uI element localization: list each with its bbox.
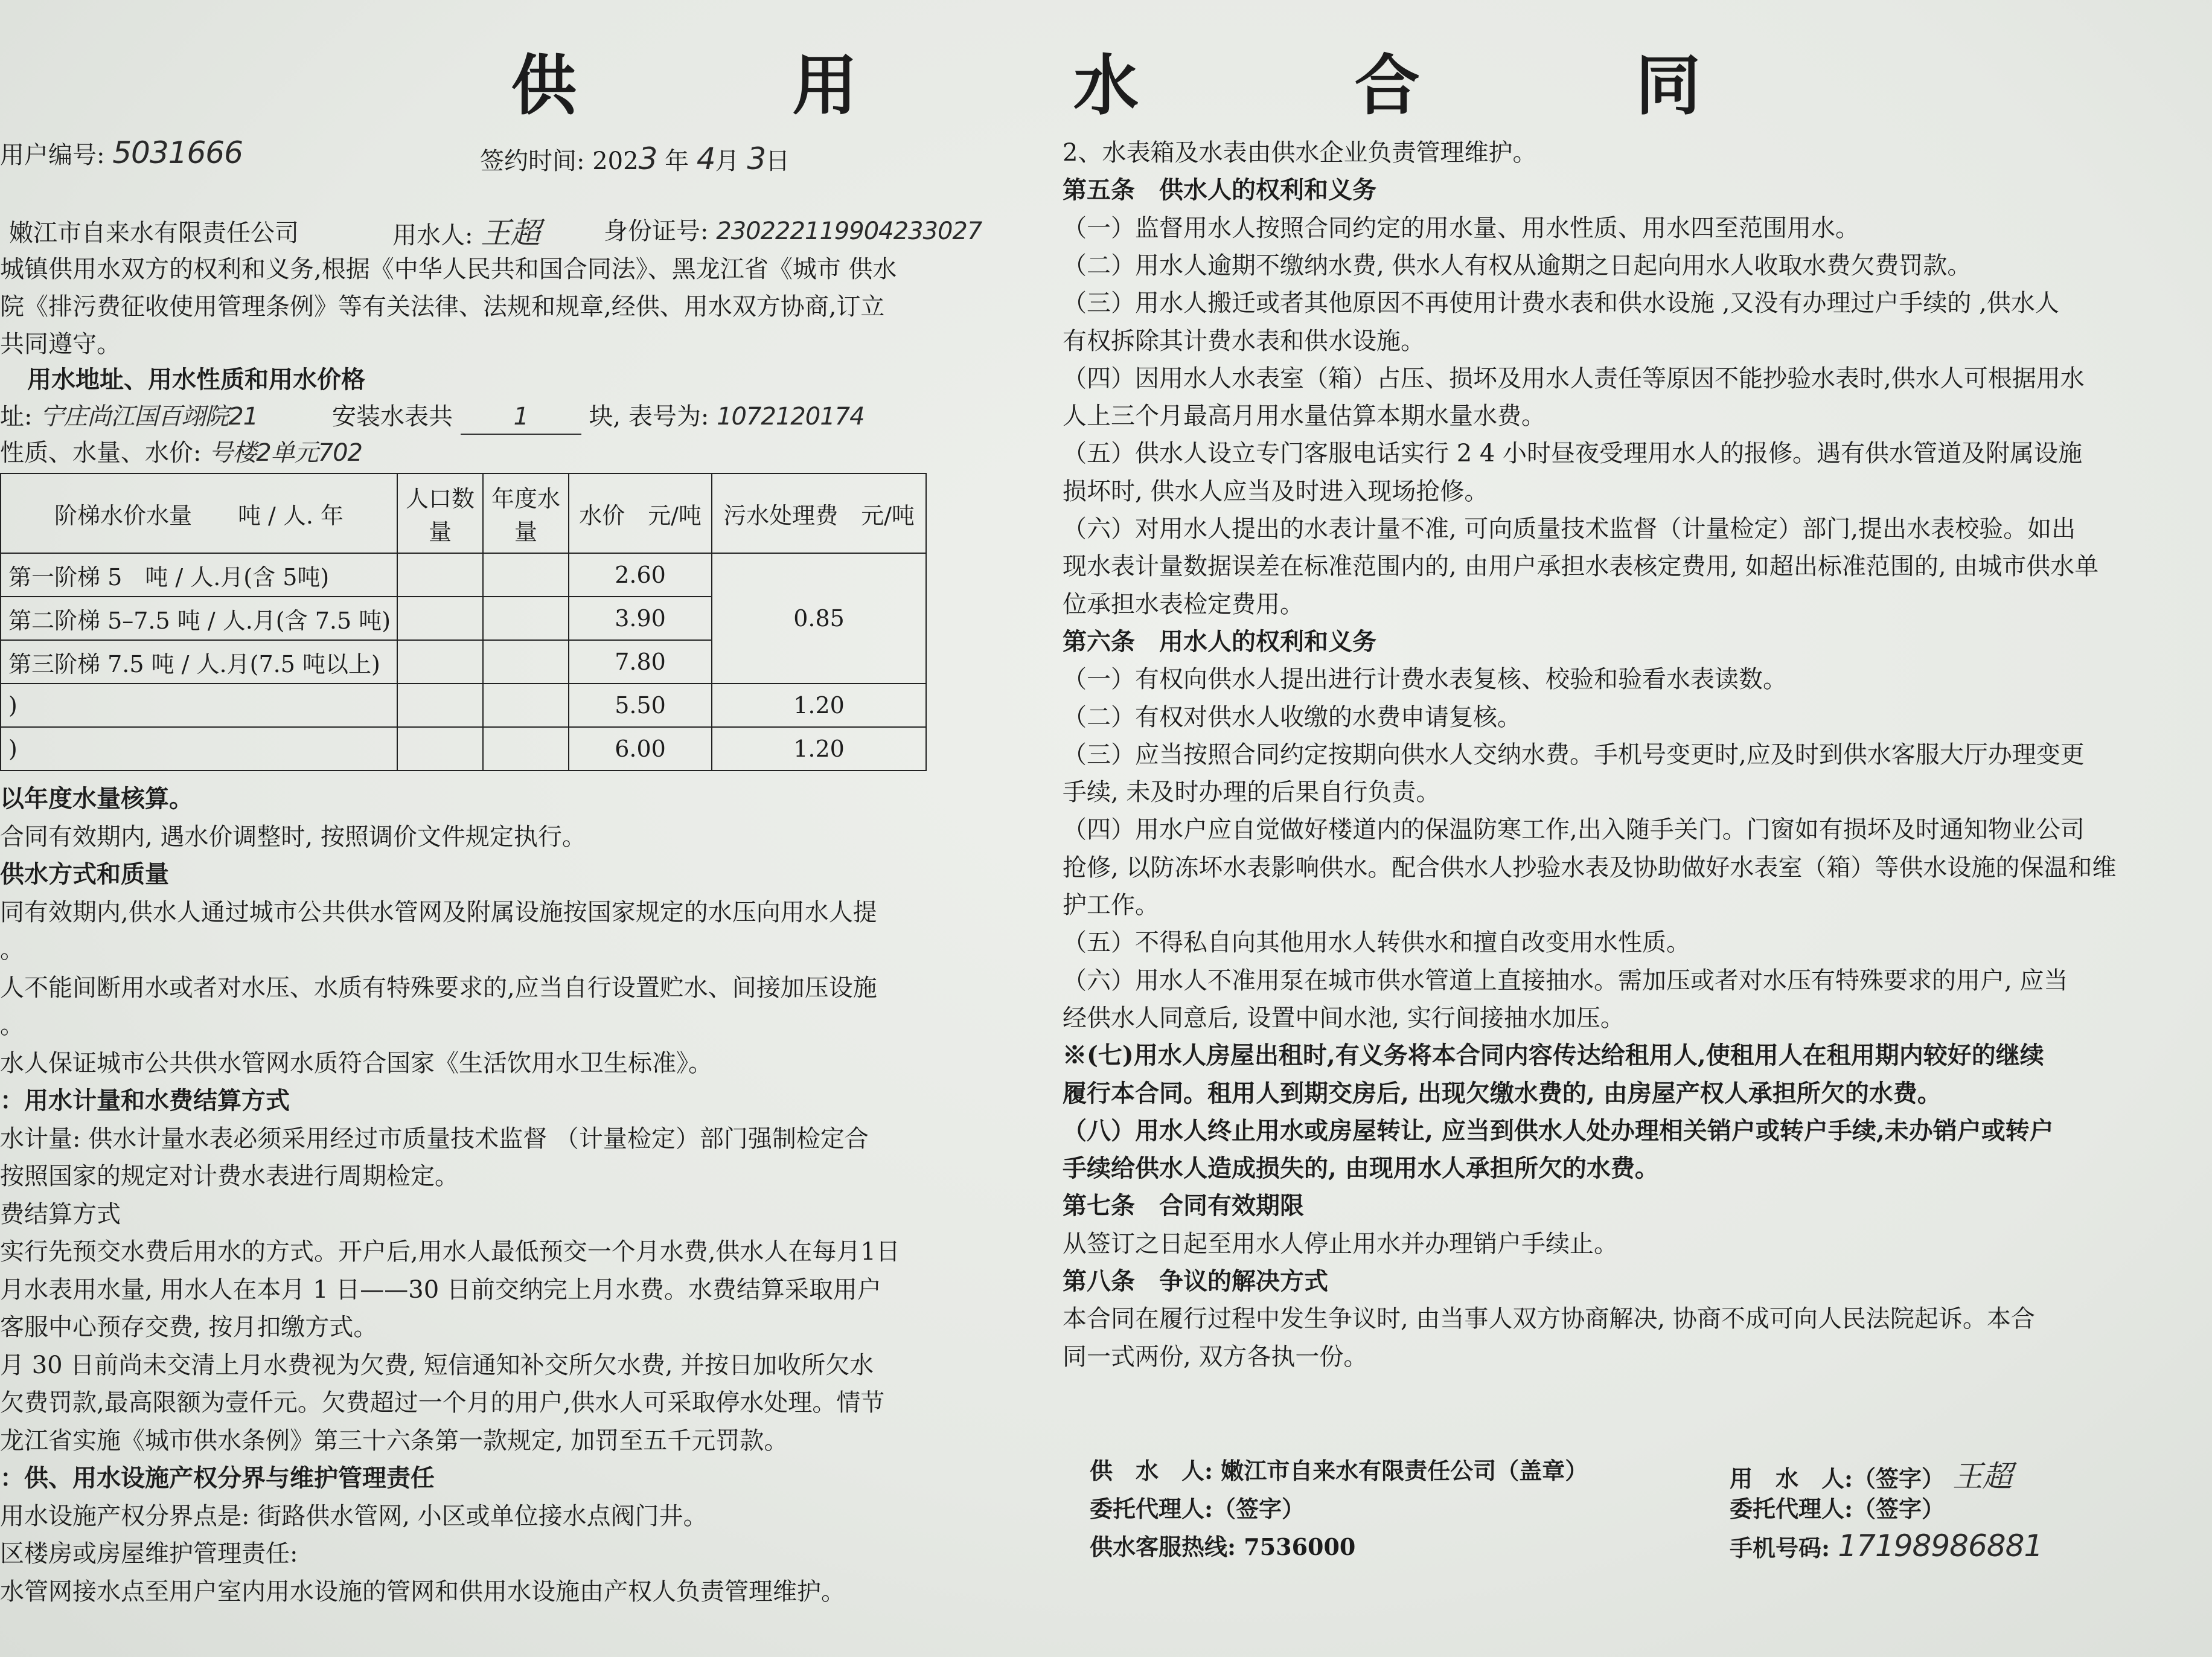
left-clause-line: 同有效期内,供水人通过城市公共供水管网及附属设施按国家规定的水压向用水人提 bbox=[0, 898, 877, 926]
id-label: 身份证号: bbox=[604, 217, 709, 245]
population-cell bbox=[397, 640, 483, 684]
left-clause-line: 按照国家的规定对计费水表进行周期检定。 bbox=[0, 1162, 459, 1190]
sign-year: 3 bbox=[638, 141, 657, 176]
day-unit: 日 bbox=[766, 147, 790, 175]
right-clause-line: （五）不得私自向其他用水人转供水和擅自改变用水性质。 bbox=[1063, 929, 1690, 957]
right-clause-line: 经供水人同意后, 设置中间水池, 实行间接抽水加压。 bbox=[1063, 1004, 1625, 1032]
right-clause-line: （二）用水人逾期不缴纳水费, 供水人有权从逾期之日起向用水人收取水费欠费罚款。 bbox=[1063, 251, 1972, 280]
header-annual-volume: 年度水量 bbox=[483, 473, 569, 553]
right-clause-line: 损坏时, 供水人应当及时进入现场抢修。 bbox=[1063, 477, 1489, 505]
intro-line-1: 城镇供用水双方的权利和义务,根据《中华人民共和国合同法》、黑龙江省《城市 供水 bbox=[0, 255, 897, 283]
right-clause-line: （三）用水人搬迁或者其他原因不再使用计费水表和供水设施 ,又没有办理过户手续的 ,供水人 bbox=[1063, 289, 2059, 318]
hotline-line: 供水客服热线: 7536000 bbox=[1090, 1533, 1356, 1560]
right-clause-line: 第八条 争议的解决方式 bbox=[1063, 1267, 1328, 1295]
meter-label: 安装水表共 bbox=[332, 403, 453, 431]
intro-line-2: 院《排污费征收使用管理条例》等有关法律、法规和规章,经供、用水双方协商,订立 bbox=[0, 293, 885, 321]
id-number: 230222119904233027 bbox=[716, 217, 982, 245]
nature-label: 性质、水量、水价: bbox=[0, 439, 202, 467]
meter-unit: 块, 表号为: bbox=[589, 403, 709, 431]
left-clause-line: 费结算方式 bbox=[0, 1200, 121, 1228]
sewage-cell: 1.20 bbox=[712, 727, 926, 771]
price-cell: 2.60 bbox=[569, 553, 712, 597]
meter-number: 1072120174 bbox=[717, 403, 865, 431]
right-clause-line: 有权拆除其计费水表和供水设施。 bbox=[1063, 327, 1425, 355]
sign-date-label: 签约时间: 202 bbox=[480, 147, 639, 175]
right-clause-line: 人上三个月最高月用水量估算本期水量水费。 bbox=[1063, 402, 1546, 431]
volume-cell bbox=[483, 727, 569, 771]
sign-day: 3 bbox=[747, 141, 766, 176]
right-clause-line: （二）有权对供水人收缴的水费申请复核。 bbox=[1063, 703, 1521, 731]
phone-label: 手机号码: bbox=[1730, 1534, 1830, 1562]
left-clause-line: 龙江省实施《城市供水条例》第三十六条第一款规定, 加罚至五千元罚款。 bbox=[0, 1426, 788, 1455]
account-number: 5031666 bbox=[112, 135, 243, 170]
left-clause-line: 水计量: 供水计量水表必须采用经过市质量技术监督 （计量检定）部门强制检定合 bbox=[0, 1124, 869, 1153]
account-label: 用户编号: bbox=[0, 141, 105, 169]
right-clause-line: （一）监督用水人按照合同约定的用水量、用水性质、用水四至范围用水。 bbox=[1063, 214, 1859, 242]
supplier-name: 嫩江市自来水有限责任公司 bbox=[9, 219, 299, 247]
year-unit: 年 bbox=[665, 147, 689, 175]
sewage-cell: 1.20 bbox=[712, 684, 926, 727]
id-row bbox=[604, 214, 982, 248]
left-clause-line: ：用水计量和水费结算方式 bbox=[0, 1086, 290, 1115]
right-clause-line: 抢修, 以防冻坏水表影响供水。配合供水人抄验水表及协助做好水表室（箱）等供水设施的保温和维 bbox=[1063, 853, 2117, 882]
left-clause-line: 用水设施产权分界点是: 街路供水管网, 小区或单位接水点阀门井。 bbox=[0, 1502, 708, 1530]
user-agent-line: 委托代理人:（签字） bbox=[1730, 1495, 1945, 1522]
right-clause-line: 履行本合同。租用人到期交房后, 出现欠缴水费的, 由房屋产权人承担所欠的水费。 bbox=[1063, 1078, 1942, 1107]
supplier-agent-line: 委托代理人:（签字） bbox=[1090, 1495, 1305, 1522]
right-clause-line: 第六条 用水人的权利和义务 bbox=[1063, 627, 1376, 656]
phone-number: 17198986881 bbox=[1838, 1528, 2043, 1563]
price-cell: 3.90 bbox=[569, 597, 712, 640]
right-clause-line: 2、水表箱及水表由供水企业负责管理维护。 bbox=[1063, 139, 1537, 167]
right-clause-line: （四）用水户应自觉做好楼道内的保温防寒工作,出入随手关门。门窗如有损坏及时通知物业公司 bbox=[1063, 816, 2085, 844]
price-cell: 7.80 bbox=[569, 640, 712, 684]
header-population: 人口数量 bbox=[397, 473, 483, 553]
address-row bbox=[0, 400, 258, 434]
intro-line-3: 共同遵守。 bbox=[0, 330, 121, 358]
left-clause-line: ：供、用水设施产权分界与维护管理责任 bbox=[0, 1464, 435, 1492]
right-column bbox=[1063, 0, 2179, 1657]
left-clause-line: 月 30 日前尚未交清上月水费视为欠费, 短信通知补交所欠水费, 并按日加收所欠水 bbox=[0, 1351, 874, 1379]
right-clause-line: （三）应当按照合同约定按期向供水人交纳水费。手机号变更时,应及时到供水客服大厅办理变更 bbox=[1063, 740, 2085, 769]
volume-cell bbox=[483, 640, 569, 684]
right-clause-line: 护工作。 bbox=[1063, 891, 1159, 919]
water-price-table bbox=[0, 473, 927, 771]
population-cell bbox=[397, 684, 483, 727]
right-clause-line: 本合同在履行过程中发生争议时, 由当事人双方协商解决, 协商不成可向人民法院起诉。本合 bbox=[1063, 1305, 2035, 1333]
sign-date-row bbox=[480, 142, 790, 178]
price-cell: 5.50 bbox=[569, 684, 712, 727]
header-sewage: 污水处理费 元/吨 bbox=[712, 473, 926, 553]
left-clause-line: 供水方式和质量 bbox=[0, 860, 169, 888]
right-clause-line: 同一式两份, 双方各执一份。 bbox=[1063, 1342, 1368, 1371]
population-cell bbox=[397, 727, 483, 771]
right-clause-line: 从签订之日起至用水人停止用水并办理销户手续止。 bbox=[1063, 1229, 1618, 1258]
sign-month: 4 bbox=[696, 141, 715, 176]
population-cell bbox=[397, 597, 483, 640]
tier-cell: 第三阶梯 7.5 吨 / 人.月(7.5 吨以上) bbox=[1, 640, 397, 684]
table-row bbox=[1, 727, 926, 771]
user-handwritten-signature: 王超 bbox=[1952, 1459, 2012, 1494]
right-clause-line: 手续给供水人造成损失的, 由现用水人承担所欠的水费。 bbox=[1063, 1154, 1659, 1183]
right-clause-line: （一）有权向供水人提出进行计费水表复核、校验和验看水表读数。 bbox=[1063, 665, 1787, 694]
right-clause-line: （六）用水人不准用泵在城市供水管道上直接抽水。需加压或者对水压有特殊要求的用户, 应当 bbox=[1063, 966, 2068, 995]
left-clause-line: 实行先预交水费后用水的方式。开户后,用水人最低预交一个月水费,供水人在每月1日 bbox=[0, 1238, 900, 1266]
supplier-signature-line: 供 水 人: 嫩江市自来水有限责任公司（盖章） bbox=[1090, 1457, 1588, 1484]
tier-cell: 第二阶梯 5–7.5 吨 / 人.月(含 7.5 吨) bbox=[1, 597, 397, 640]
left-clause-line: 客服中心预存交费, 按月扣缴方式。 bbox=[0, 1313, 378, 1341]
user-signature-label: 用 水 人:（签字） bbox=[1730, 1465, 1945, 1492]
volume-cell bbox=[483, 597, 569, 640]
right-clause-line: （六）对用水人提出的水表计量不准, 可向质量技术监督（计量检定）部门,提出水表校验。如出 bbox=[1063, 515, 2076, 543]
phone-line bbox=[1730, 1528, 2042, 1563]
address-label: 址: bbox=[0, 403, 33, 431]
left-clause-line: 月水表用水量, 用水人在本月 1 日——30 日前交纳完上月水费。水费结算采取用户 bbox=[0, 1275, 881, 1304]
left-clause-line: 。 bbox=[0, 1011, 24, 1039]
contract-title: 供 用 水 合 同 bbox=[511, 48, 1798, 124]
population-cell bbox=[397, 553, 483, 597]
left-column bbox=[0, 0, 990, 1657]
user-label: 用水人: bbox=[392, 222, 473, 249]
section-title-water-price: 用水地址、用水性质和用水价格 bbox=[27, 365, 365, 394]
right-clause-line: 位承担水表检定费用。 bbox=[1063, 590, 1304, 618]
nature-row bbox=[0, 436, 362, 470]
user-row bbox=[392, 216, 540, 252]
tier-cell: ) bbox=[1, 727, 397, 771]
left-clause-line: 区楼房或房屋维护管理责任: bbox=[0, 1540, 298, 1568]
right-clause-line: 第五条 供水人的权利和义务 bbox=[1063, 176, 1376, 205]
table-header-row bbox=[1, 473, 926, 553]
right-clause-line: （五）供水人设立专门客服电话实行 2 4 小时昼夜受理用水人的报修。遇有供水管道及附属设施 bbox=[1063, 440, 2083, 468]
right-clause-line: （八）用水人终止用水或房屋转让, 应当到供水人处办理相关销户或转户手续,未办销户或转户 bbox=[1063, 1116, 2054, 1145]
header-price: 水价 元/吨 bbox=[569, 473, 712, 553]
left-clause-line: 。 bbox=[0, 936, 24, 964]
address-value: 宁庄尚江国百翊院21 bbox=[40, 403, 258, 431]
nature-value: 号楼2单元702 bbox=[209, 439, 362, 467]
month-unit: 月 bbox=[715, 147, 740, 175]
right-clause-line: ※(七)用水人房屋出租时,有义务将本合同内容传达给租用人,使租用人在租用期内较好的继续 bbox=[1063, 1041, 2044, 1070]
meter-row bbox=[332, 400, 865, 435]
left-clause-line: 欠费罚款,最高限额为壹仟元。欠费超过一个月的用户,供水人可采取停水处理。情节 bbox=[0, 1389, 885, 1417]
tier-cell: 第一阶梯 5 吨 / 人.月(含 5吨) bbox=[1, 553, 397, 597]
price-cell: 6.00 bbox=[569, 727, 712, 771]
left-clause-line: 人不能间断用水或者对水压、水质有特殊要求的,应当自行设置贮水、间接加压设施 bbox=[0, 973, 877, 1002]
left-clause-line: 水人保证城市公共供水管网水质符合国家《生活饮用水卫生标准》。 bbox=[0, 1049, 712, 1077]
table-row bbox=[1, 553, 926, 597]
meter-count: 1 bbox=[461, 400, 581, 435]
volume-cell bbox=[483, 684, 569, 727]
left-clause-line: 水管网接水点至用户室内用水设施的管网和供用水设施由产权人负责管理维护。 bbox=[0, 1577, 845, 1606]
header-tier: 阶梯水价水量 吨 / 人. 年 bbox=[1, 473, 397, 553]
right-clause-line: 现水表计量数据误差在标准范围内的, 由用户承担水表核定费用, 如超出标准范围的, 由城市供水单 bbox=[1063, 553, 2099, 581]
volume-cell bbox=[483, 553, 569, 597]
user-name: 王超 bbox=[481, 216, 540, 251]
left-clause-line: 以年度水量核算。 bbox=[0, 784, 193, 813]
right-clause-line: 手续, 未及时办理的后果自行负责。 bbox=[1063, 778, 1440, 807]
left-clause-line: 合同有效期内, 遇水价调整时, 按照调价文件规定执行。 bbox=[0, 822, 586, 851]
user-signature-line bbox=[1730, 1452, 2012, 1496]
right-clause-line: 第七条 合同有效期限 bbox=[1063, 1191, 1304, 1220]
tier-cell: ) bbox=[1, 684, 397, 727]
sewage-merged-cell: 0.85 bbox=[712, 553, 926, 684]
right-clause-line: （四）因用水人水表室（箱）占压、损坏及用水人责任等原因不能抄验水表时,供水人可根据用水 bbox=[1063, 364, 2085, 393]
table-row bbox=[1, 684, 926, 727]
account-row bbox=[0, 136, 243, 172]
